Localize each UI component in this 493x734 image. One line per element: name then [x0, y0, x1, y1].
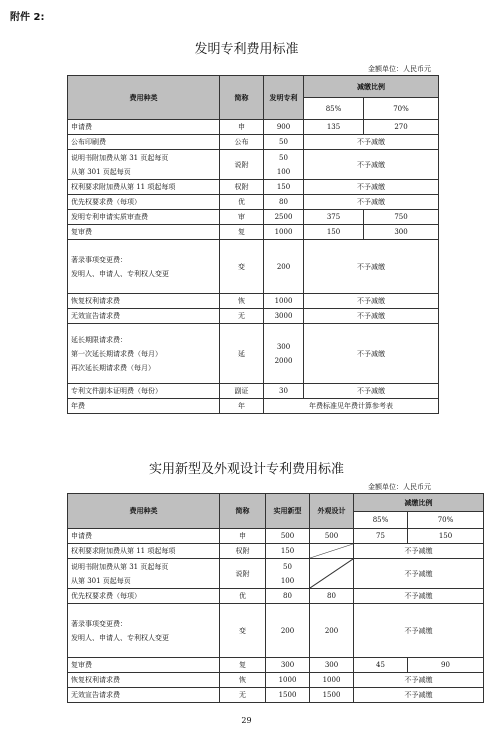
fee-type-cell	[68, 195, 220, 210]
no-reduction-cell	[304, 150, 439, 180]
table-row	[68, 658, 484, 673]
design-fee-cell-text: 80	[327, 592, 336, 600]
header-utility: 实用新型	[266, 494, 310, 529]
utility-fee-cell	[266, 688, 310, 703]
fee-amount-cell	[264, 135, 304, 150]
annual-fee-note-cell	[264, 399, 439, 414]
reduction-70-cell-text: 270	[394, 123, 408, 131]
no-reduction-cell	[304, 180, 439, 195]
header-70pct: 70%	[364, 98, 439, 120]
fee-amount-cell	[264, 210, 304, 225]
utility-fee-cell-text: 500	[280, 532, 295, 540]
header-fee-type: 费用种类	[68, 76, 220, 120]
design-fee-cell-text: 1000	[322, 676, 341, 684]
no-reduction-cell	[354, 673, 484, 688]
header-70pct: 70%	[408, 512, 484, 529]
fee-amount-cell	[264, 195, 304, 210]
abbr-cell	[220, 135, 264, 150]
fee-amount-cell-text: 300	[276, 342, 291, 351]
fee-type-cell-text: 从第 301 页起每页	[71, 576, 131, 585]
fee-type-cell	[68, 399, 220, 414]
fee-type-cell	[68, 589, 220, 604]
reduction-70-cell-text: 300	[394, 228, 408, 236]
utility-fee-cell	[266, 604, 310, 658]
abbr-cell	[220, 225, 264, 240]
reduction-85-cell	[304, 120, 364, 135]
abbr-cell-text: 审	[238, 213, 245, 221]
abbr-cell-text: 优	[238, 198, 245, 206]
fee-type-cell	[68, 294, 220, 309]
fee-type-cell-text: 优先权要求费（每项）	[71, 592, 141, 600]
design-fee-cell-text: 300	[324, 661, 339, 669]
fee-amount-cell	[264, 150, 304, 180]
fee-amount-cell-text: 3000	[274, 312, 293, 320]
table2-title: 实用新型及外观设计专利费用标准	[148, 462, 344, 477]
abbr-cell	[220, 399, 264, 414]
fee-amount-cell	[264, 225, 304, 240]
utility-fee-cell	[266, 673, 310, 688]
fee-type-cell-text: 权利要求附加费从第 11 项起每项	[71, 183, 176, 191]
fee-type-cell-text: 无效宣告请求费	[71, 312, 120, 320]
abbr-cell-text: 延	[238, 349, 245, 358]
fee-type-cell-text: 恢复权利请求费	[71, 297, 120, 305]
table-row	[68, 399, 439, 414]
reduction-70-cell	[408, 658, 484, 673]
fee-type-cell	[68, 688, 220, 703]
no-reduction-cell-text: 不予减缴	[357, 387, 385, 395]
utility-fee-cell-text: 1500	[278, 691, 297, 699]
reduction-85-cell-text: 135	[326, 123, 341, 131]
table-row	[68, 384, 439, 399]
fee-type-cell-text: 从第 301 页起每页	[71, 167, 131, 176]
abbr-cell-text: 申	[238, 123, 245, 131]
design-fee-cell-text: 1500	[322, 691, 341, 699]
utility-fee-cell-text: 300	[280, 661, 295, 669]
abbr-cell	[220, 120, 264, 135]
reduction-85-cell-text: 45	[376, 661, 385, 669]
no-reduction-cell-text: 不予减缴	[357, 160, 385, 169]
fee-amount-cell	[264, 324, 304, 384]
fee-type-cell-text: 发明人、申请人、专利权人变更	[71, 269, 169, 278]
abbr-cell	[220, 658, 266, 673]
reduction-70-cell	[364, 210, 439, 225]
fee-amount-cell	[264, 309, 304, 324]
no-reduction-cell-text: 不予减缴	[357, 198, 385, 206]
table-row	[68, 150, 439, 180]
fee-type-cell-text: 年费	[71, 402, 85, 410]
header-abbr: 简称	[220, 494, 266, 529]
fee-type-cell	[68, 180, 220, 195]
design-fee-cell	[310, 688, 354, 703]
reduction-70-cell-text: 90	[441, 661, 450, 669]
fee-type-cell	[68, 240, 220, 294]
abbr-cell-text: 说附	[234, 160, 249, 169]
no-reduction-cell	[304, 309, 439, 324]
reduction-70-cell-text: 750	[394, 213, 408, 221]
abbr-cell-text: 复	[239, 661, 246, 669]
no-reduction-cell-text: 不予减缴	[404, 547, 433, 555]
utility-fee-cell	[266, 544, 310, 559]
fee-type-cell	[68, 658, 220, 673]
reduction-85-cell	[354, 658, 408, 673]
abbr-cell-text: 变	[239, 626, 246, 635]
table-row	[68, 309, 439, 324]
abbr-cell	[220, 688, 266, 703]
abbr-cell-text: 变	[238, 262, 245, 271]
fee-amount-cell-text: 30	[279, 387, 288, 395]
header-design: 外观设计	[310, 494, 354, 529]
no-reduction-cell	[354, 559, 484, 589]
not-applicable-cell	[310, 559, 354, 589]
fee-type-cell	[68, 120, 220, 135]
table-row	[68, 135, 439, 150]
abbr-cell-text: 公布	[234, 138, 249, 146]
no-reduction-cell-text: 不予减缴	[357, 297, 385, 305]
utility-fee-cell-text: 50	[283, 562, 292, 571]
design-fee-cell	[310, 658, 354, 673]
abbr-cell-text: 无	[239, 691, 246, 699]
diagonal-slash	[310, 559, 353, 588]
fee-amount-cell-text: 50	[279, 153, 288, 162]
fee-amount-cell-text: 80	[279, 198, 288, 206]
abbr-cell-text: 权附	[234, 183, 249, 191]
abbr-cell	[220, 384, 264, 399]
design-fee-cell	[310, 529, 354, 544]
table-row	[68, 225, 439, 240]
design-fee-cell	[310, 673, 354, 688]
not-applicable-cell	[310, 544, 354, 559]
fee-amount-cell-text: 100	[276, 167, 291, 176]
header-reduction: 减缴比例	[354, 494, 484, 512]
no-reduction-cell-text: 不予减缴	[404, 626, 433, 635]
no-reduction-cell-text: 不予减缴	[357, 349, 385, 358]
table-row	[68, 324, 439, 384]
reduction-85-cell	[304, 225, 364, 240]
table-row	[68, 589, 484, 604]
table-row	[68, 195, 439, 210]
table-row	[68, 294, 439, 309]
no-reduction-cell-text: 不予减缴	[357, 183, 385, 191]
abbr-cell-text: 恢	[238, 297, 245, 305]
table-row	[68, 559, 484, 589]
fee-type-cell-text: 优先权要求费（每项）	[71, 198, 141, 206]
abbr-cell-text: 副证	[234, 387, 249, 395]
fee-amount-cell-text: 200	[276, 262, 291, 271]
abbr-cell-text: 复	[238, 228, 245, 236]
fee-amount-cell-text: 150	[276, 183, 291, 191]
fee-amount-cell-text: 1000	[274, 228, 293, 236]
abbr-cell-text: 说附	[235, 569, 250, 578]
design-fee-cell-text: 500	[324, 532, 339, 540]
fee-amount-cell	[264, 120, 304, 135]
fee-type-cell-text: 延长期限请求费：	[71, 335, 127, 344]
no-reduction-cell	[304, 195, 439, 210]
no-reduction-cell	[304, 240, 439, 294]
fee-amount-cell	[264, 180, 304, 195]
header-85pct: 85%	[304, 98, 364, 120]
fee-type-cell-text: 恢复权利请求费	[71, 676, 120, 684]
no-reduction-cell	[304, 384, 439, 399]
invention-fee-table	[67, 75, 439, 414]
table-row	[68, 120, 439, 135]
fee-type-cell-text: 公布印刷费	[71, 138, 106, 146]
no-reduction-cell	[354, 589, 484, 604]
fee-type-cell	[68, 604, 220, 658]
no-reduction-cell	[354, 544, 484, 559]
table2-unit: 金额单位：人民币元	[368, 483, 431, 491]
diagonal-slash	[310, 544, 353, 558]
abbr-cell	[220, 673, 266, 688]
abbr-cell	[220, 309, 264, 324]
fee-type-cell	[68, 559, 220, 589]
utility-fee-cell	[266, 589, 310, 604]
abbr-cell	[220, 210, 264, 225]
abbr-cell	[220, 544, 266, 559]
attachment-label: 附件 2:	[10, 12, 45, 23]
fee-type-cell-text: 复审费	[71, 228, 92, 236]
fee-type-cell	[68, 309, 220, 324]
no-reduction-cell-text: 不予减缴	[357, 262, 385, 271]
header-fee-type: 费用种类	[68, 494, 220, 529]
table-row	[68, 180, 439, 195]
fee-type-cell-text: 发明人、申请人、专利权人变更	[71, 633, 169, 642]
utility-fee-cell	[266, 529, 310, 544]
abbr-cell-text: 权附	[235, 547, 250, 555]
table-row	[68, 673, 484, 688]
no-reduction-cell-text: 不予减缴	[357, 312, 385, 320]
utility-design-fee-table	[67, 493, 484, 703]
no-reduction-cell	[354, 688, 484, 703]
header-reduction: 减缴比例	[304, 76, 439, 98]
utility-fee-cell	[266, 559, 310, 589]
fee-type-cell-text: 申请费	[71, 532, 92, 540]
fee-amount-cell-text: 2500	[274, 213, 293, 221]
table-row	[68, 529, 484, 544]
fee-type-cell	[68, 324, 220, 384]
header-invention-fee: 发明专利	[264, 76, 304, 120]
reduction-70-cell	[364, 120, 439, 135]
fee-type-cell-text: 说明书附加费从第 31 页起每页	[71, 562, 169, 571]
fee-type-cell-text: 著录事项变更费：	[71, 619, 127, 628]
annual-fee-note-cell-text: 年费标准见年费计算参考表	[309, 402, 393, 410]
utility-fee-cell-text: 150	[280, 547, 295, 555]
reduction-85-cell-text: 375	[326, 213, 341, 221]
fee-amount-cell	[264, 240, 304, 294]
fee-type-cell-text: 专利文件副本证明费（每份）	[71, 387, 162, 395]
fee-type-cell	[68, 384, 220, 399]
no-reduction-cell-text: 不予减缴	[404, 676, 433, 684]
abbr-cell-text: 恢	[239, 676, 246, 684]
fee-amount-cell	[264, 384, 304, 399]
table-row	[68, 240, 439, 294]
reduction-85-cell	[354, 529, 408, 544]
reduction-85-cell-text: 150	[326, 228, 341, 236]
fee-type-cell	[68, 210, 220, 225]
no-reduction-cell-text: 不予减缴	[404, 592, 433, 600]
fee-type-cell	[68, 529, 220, 544]
fee-type-cell	[68, 135, 220, 150]
abbr-cell-text: 优	[239, 592, 246, 600]
design-fee-cell	[310, 589, 354, 604]
utility-fee-cell-text: 200	[280, 626, 295, 635]
no-reduction-cell	[354, 604, 484, 658]
abbr-cell	[220, 195, 264, 210]
abbr-cell-text: 申	[239, 532, 246, 540]
reduction-85-cell	[304, 210, 364, 225]
fee-type-cell	[68, 544, 220, 559]
fee-type-cell-text: 再次延长期请求费（每月）	[71, 363, 155, 372]
no-reduction-cell	[304, 324, 439, 384]
table-row	[68, 544, 484, 559]
abbr-cell	[220, 559, 266, 589]
abbr-cell-text: 年	[238, 402, 245, 410]
fee-type-cell-text: 申请费	[71, 123, 92, 131]
utility-fee-cell-text: 80	[283, 592, 292, 600]
fee-type-cell	[68, 150, 220, 180]
reduction-70-cell-text: 150	[438, 532, 453, 540]
fee-type-cell-text: 权利要求附加费从第 11 项起每项	[71, 547, 176, 555]
reduction-85-cell-text: 75	[376, 532, 385, 540]
no-reduction-cell	[304, 294, 439, 309]
abbr-cell	[220, 529, 266, 544]
no-reduction-cell-text: 不予减缴	[357, 138, 385, 146]
abbr-cell	[220, 589, 266, 604]
fee-type-cell-text: 复审费	[71, 661, 92, 669]
header-85pct: 85%	[354, 512, 408, 529]
fee-type-cell-text: 著录事项变更费：	[71, 255, 127, 264]
page-number: 29	[241, 716, 252, 725]
fee-amount-cell	[264, 294, 304, 309]
reduction-70-cell	[364, 225, 439, 240]
abbr-cell	[220, 294, 264, 309]
fee-amount-cell-text: 2000	[274, 356, 293, 365]
abbr-cell	[220, 240, 264, 294]
table1-title: 发明专利费用标准	[194, 42, 299, 57]
no-reduction-cell	[304, 135, 439, 150]
abbr-cell	[220, 180, 264, 195]
abbr-cell	[220, 324, 264, 384]
abbr-cell	[220, 150, 264, 180]
table-row	[68, 604, 484, 658]
abbr-cell-text: 无	[238, 312, 245, 320]
reduction-70-cell	[408, 529, 484, 544]
table1-unit: 金额单位：人民币元	[368, 65, 431, 73]
no-reduction-cell-text: 不予减缴	[404, 691, 433, 699]
fee-amount-cell-text: 1000	[274, 297, 293, 305]
design-fee-cell-text: 200	[324, 626, 339, 635]
fee-type-cell-text: 无效宣告请求费	[71, 691, 120, 699]
utility-fee-cell	[266, 658, 310, 673]
fee-type-cell-text: 说明书附加费从第 31 页起每页	[71, 153, 169, 162]
table-row	[68, 688, 484, 703]
fee-type-cell	[68, 225, 220, 240]
fee-amount-cell-text: 50	[279, 138, 288, 146]
table-row	[68, 210, 439, 225]
utility-fee-cell-text: 1000	[278, 676, 297, 684]
fee-type-cell-text: 第一次延长期请求费（每月）	[71, 349, 162, 358]
utility-fee-cell-text: 100	[280, 576, 295, 585]
fee-type-cell-text: 发明专利申请实质审查费	[71, 213, 148, 221]
design-fee-cell	[310, 604, 354, 658]
abbr-cell	[220, 604, 266, 658]
no-reduction-cell-text: 不予减缴	[404, 569, 433, 578]
fee-type-cell	[68, 673, 220, 688]
fee-amount-cell-text: 900	[276, 123, 291, 131]
header-abbr: 简称	[220, 76, 264, 120]
